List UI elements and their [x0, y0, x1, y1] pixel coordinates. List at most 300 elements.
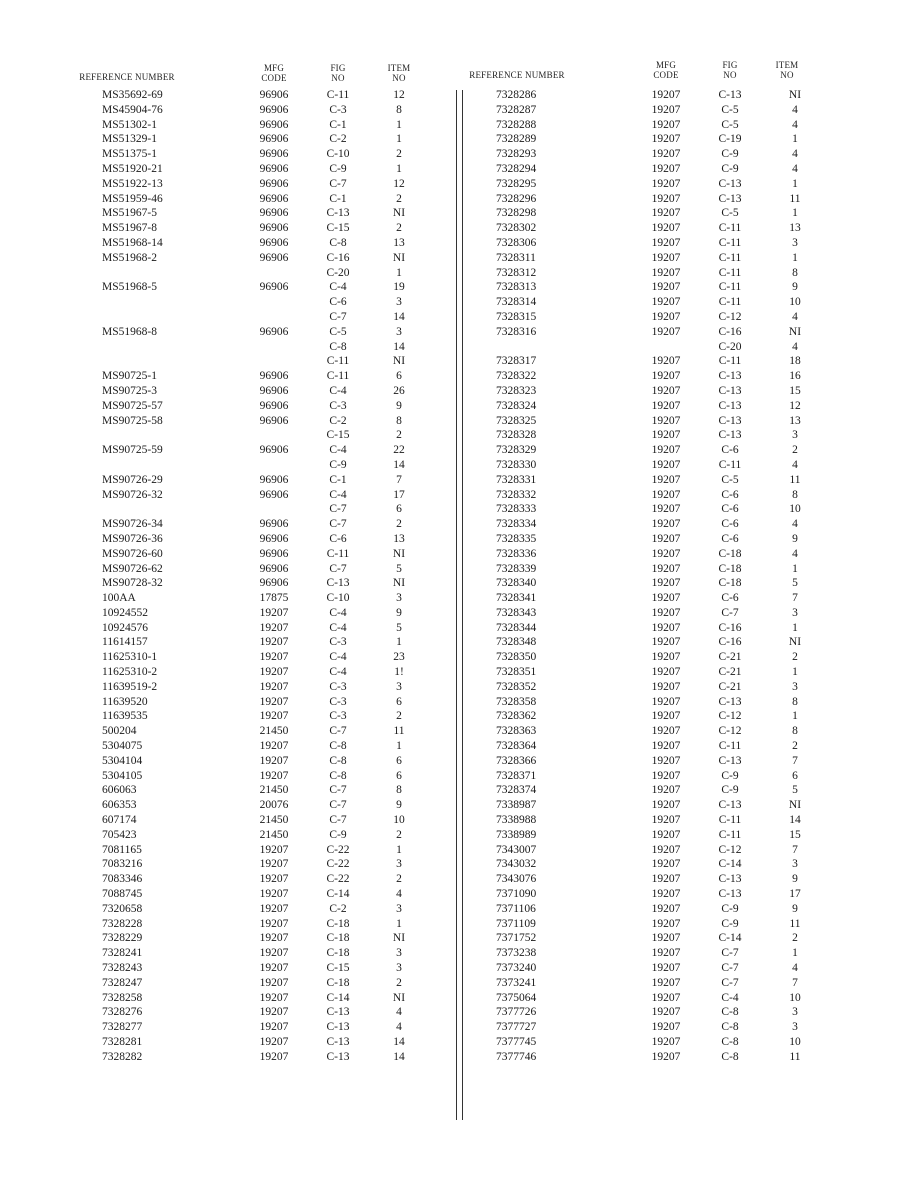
mfg-code: 19207 [259, 636, 289, 649]
item-no: 8 [792, 695, 798, 708]
fig-no: C-16 [718, 636, 742, 649]
item-no: 5 [396, 621, 402, 634]
reference-number: 7328330 [496, 458, 537, 471]
mfg-code: 19207 [259, 651, 289, 664]
item-no: 14 [393, 1036, 405, 1048]
mfg-code: 96906 [259, 133, 289, 146]
item-no: 14 [393, 458, 405, 471]
item-no: 26 [393, 384, 405, 397]
fig-no: C-11 [718, 251, 742, 264]
mfg-code: 96906 [259, 399, 289, 412]
mfg-code: 19207 [651, 695, 681, 708]
mfg-code: 19207 [651, 814, 681, 827]
fig-no: C-13 [718, 754, 742, 767]
fig-no: C-8 [721, 1021, 739, 1034]
table-row [460, 798, 920, 813]
fig-no: C-11 [718, 828, 742, 841]
mfg-code: 96906 [259, 118, 289, 131]
table-row [460, 399, 920, 414]
table-row [460, 354, 920, 369]
table-row [0, 828, 460, 843]
reference-number: 7328335 [496, 532, 537, 545]
item-no: 4 [792, 148, 798, 161]
table-row [0, 754, 460, 769]
item-no: 10 [789, 991, 801, 1004]
fig-no: C-19 [718, 133, 742, 146]
mfg-code: 19207 [259, 888, 289, 901]
fig-no: C-7 [721, 962, 739, 975]
reference-number: 7328358 [496, 695, 537, 708]
item-no: 4 [792, 962, 798, 975]
reference-number: 7338988 [496, 814, 537, 827]
fig-no: C-14 [718, 932, 742, 945]
table-row [0, 961, 460, 976]
reference-number: MS51920-21 [102, 162, 163, 175]
reference-number: MS45904-76 [102, 103, 163, 116]
right-header-mfg: MFG CODE [653, 60, 679, 80]
table-row [460, 132, 920, 147]
reference-number: 7083346 [102, 873, 143, 886]
reference-number: 5304105 [102, 769, 143, 782]
reference-number: 606353 [102, 799, 137, 812]
table-row [460, 192, 920, 207]
mfg-code: 19207 [259, 769, 289, 782]
item-no: 9 [792, 873, 798, 886]
mfg-code: 19207 [651, 547, 681, 560]
mfg-code: 19207 [651, 310, 681, 323]
table-row [0, 547, 460, 562]
item-no: 1 [792, 133, 798, 146]
reference-number: 7328286 [496, 89, 537, 101]
reference-number: 7328323 [496, 384, 537, 397]
item-no: 1 [396, 740, 402, 753]
item-no: 14 [789, 814, 801, 827]
fig-no: C-11 [718, 296, 742, 309]
item-no: NI [788, 799, 802, 812]
item-no: 6 [792, 769, 798, 782]
reference-number: 10924576 [102, 621, 148, 634]
mfg-code: 19207 [259, 754, 289, 767]
mfg-code: 19207 [651, 976, 681, 989]
table-row [0, 798, 460, 813]
fig-no: C-13 [718, 177, 742, 190]
fig-no: C-7 [329, 518, 347, 531]
fig-no: C-8 [329, 754, 347, 767]
table-row [460, 591, 920, 606]
fig-no: C-20 [718, 340, 742, 353]
table-row [460, 917, 920, 932]
reference-number: 7328332 [496, 488, 537, 501]
fig-no: C-15 [326, 222, 350, 235]
table-row [0, 236, 460, 251]
reference-number: 7371106 [496, 902, 536, 915]
item-no: 1 [396, 118, 402, 131]
table-row [460, 325, 920, 340]
mfg-code: 20076 [259, 799, 289, 812]
item-no: 7 [396, 473, 402, 486]
item-no: 4 [396, 1006, 402, 1019]
table-row [460, 369, 920, 384]
item-no: 10 [789, 503, 801, 516]
item-no: 7 [792, 592, 798, 605]
fig-no: C-4 [329, 281, 347, 294]
mfg-code: 21450 [259, 784, 289, 797]
reference-number: 7338989 [496, 828, 537, 841]
mfg-code: 19207 [651, 488, 681, 501]
table-row [0, 502, 460, 517]
reference-number: MS51959-46 [102, 192, 163, 205]
table-row [460, 857, 920, 872]
table-row [460, 206, 920, 221]
fig-no: C-16 [718, 621, 742, 634]
mfg-code: 96906 [259, 384, 289, 397]
table-row [460, 606, 920, 621]
mfg-code: 19207 [259, 917, 289, 930]
item-no: 14 [393, 340, 405, 353]
item-no: 15 [789, 828, 801, 841]
table-row [0, 132, 460, 147]
fig-no: C-8 [329, 769, 347, 782]
fig-no: C-21 [718, 666, 742, 679]
item-no: 5 [792, 577, 798, 590]
item-no: 13 [789, 414, 801, 427]
reference-number: 11639535 [102, 710, 148, 723]
fig-no: C-1 [329, 192, 347, 205]
reference-number: 7328341 [496, 592, 537, 605]
reference-number: MS90725-3 [102, 384, 157, 397]
mfg-code: 19207 [259, 932, 289, 945]
item-no: 3 [792, 429, 798, 442]
fig-no: C-3 [329, 399, 347, 412]
reference-number: 11625310-1 [102, 651, 158, 664]
mfg-code: 19207 [651, 666, 681, 679]
fig-no: C-15 [326, 962, 350, 975]
item-no: 2 [396, 976, 402, 989]
fig-no: C-18 [326, 932, 350, 945]
item-no: 2 [792, 651, 798, 664]
reference-number: 607174 [102, 814, 137, 827]
table-row [0, 1005, 460, 1020]
mfg-code: 19207 [259, 962, 289, 975]
item-no: 6 [396, 503, 402, 516]
fig-no: C-9 [329, 828, 347, 841]
mfg-code: 19207 [259, 843, 289, 856]
reference-number: 7328336 [496, 547, 537, 560]
fig-no: C-6 [721, 488, 739, 501]
table-row [460, 946, 920, 961]
table-row [460, 650, 920, 665]
mfg-code: 19207 [259, 666, 289, 679]
left-header-fig: FIG NO [330, 63, 346, 83]
table-row [460, 103, 920, 118]
item-no: 4 [792, 547, 798, 560]
table-row [460, 488, 920, 503]
fig-no: C-5 [721, 103, 739, 116]
item-no: 9 [396, 799, 402, 812]
reference-number: 7328325 [496, 414, 537, 427]
item-no: 1 [792, 710, 798, 723]
item-no: NI [788, 325, 802, 338]
fig-no: C-9 [329, 458, 347, 471]
reference-number: 7328293 [496, 148, 537, 161]
mfg-code: 96906 [259, 281, 289, 294]
fig-no: C-4 [329, 384, 347, 397]
mfg-code: 19207 [651, 843, 681, 856]
table-row [460, 887, 920, 902]
reference-number: 7328350 [496, 651, 537, 664]
item-no: 8 [396, 103, 402, 116]
right-header-ref: REFERENCE NUMBER [469, 70, 565, 80]
table-row [0, 103, 460, 118]
mfg-code: 19207 [651, 429, 681, 442]
mfg-code: 19207 [651, 458, 681, 471]
mfg-code: 96906 [259, 370, 289, 383]
table-row [460, 665, 920, 680]
mfg-code: 19207 [651, 192, 681, 205]
fig-no: C-13 [718, 888, 742, 901]
table-row [0, 635, 460, 650]
item-no: 4 [792, 162, 798, 175]
mfg-code: 21450 [259, 725, 289, 738]
fig-no: C-1 [329, 473, 347, 486]
item-no: 4 [792, 118, 798, 131]
table-row [460, 473, 920, 488]
mfg-code: 96906 [259, 207, 289, 220]
table-row [0, 443, 460, 458]
item-no: 15 [789, 384, 801, 397]
table-row [0, 621, 460, 636]
table-row [460, 635, 920, 650]
fig-no: C-16 [326, 251, 350, 264]
item-no: 14 [393, 1050, 405, 1063]
mfg-code: 96906 [259, 325, 289, 338]
item-no: 23 [393, 651, 405, 664]
mfg-code: 19207 [651, 947, 681, 960]
table-row [460, 902, 920, 917]
reference-number: 5304075 [102, 740, 143, 753]
mfg-code: 19207 [651, 1050, 681, 1063]
fig-no: C-7 [329, 799, 347, 812]
fig-no: C-4 [329, 444, 347, 457]
table-row [0, 576, 460, 591]
fig-no: C-11 [326, 355, 350, 368]
fig-no: C-6 [329, 296, 347, 309]
mfg-code: 19207 [651, 133, 681, 146]
fig-no: C-13 [718, 695, 742, 708]
mfg-code: 19207 [651, 962, 681, 975]
item-no: 2 [792, 932, 798, 945]
reference-number: 7328229 [102, 932, 143, 945]
fig-no: C-11 [718, 222, 742, 235]
mfg-code: 19207 [651, 621, 681, 634]
mfg-code: 19207 [651, 636, 681, 649]
fig-no: C-6 [721, 532, 739, 545]
item-no: 4 [396, 888, 402, 901]
reference-number: MS90726-29 [102, 473, 163, 486]
mfg-code: 19207 [651, 680, 681, 693]
item-no: 6 [396, 769, 402, 782]
item-no: 3 [792, 236, 798, 249]
fig-no: C-7 [329, 177, 347, 190]
mfg-code: 96906 [259, 562, 289, 575]
reference-number: MS51968-2 [102, 251, 157, 264]
mfg-code: 96906 [259, 518, 289, 531]
mfg-code: 19207 [259, 710, 289, 723]
fig-no: C-9 [329, 162, 347, 175]
fig-no: C-8 [721, 1036, 739, 1048]
mfg-code: 19207 [259, 621, 289, 634]
reference-number: MS51375-1 [102, 148, 157, 161]
item-no: 12 [789, 399, 801, 412]
reference-number: MS51968-14 [102, 236, 163, 249]
item-no: 3 [396, 962, 402, 975]
table-row [460, 783, 920, 798]
fig-no: C-5 [329, 325, 347, 338]
reference-number: 7373241 [496, 976, 537, 989]
mfg-code: 19207 [651, 1006, 681, 1019]
mfg-code: 19207 [259, 873, 289, 886]
reference-number: 7373240 [496, 962, 537, 975]
fig-no: C-12 [718, 310, 742, 323]
reference-number: MS51302-1 [102, 118, 157, 131]
reference-number: MS90726-62 [102, 562, 163, 575]
item-no: 17 [789, 888, 801, 901]
table-row [0, 872, 460, 887]
mfg-code: 19207 [259, 1021, 289, 1034]
fig-no: C-7 [329, 310, 347, 323]
table-row [0, 739, 460, 754]
table-row [0, 221, 460, 236]
table-row [460, 414, 920, 429]
fig-no: C-11 [718, 236, 742, 249]
reference-number: 7328340 [496, 577, 537, 590]
fig-no: C-13 [326, 1050, 350, 1063]
fig-no: C-22 [326, 858, 350, 871]
fig-no: C-4 [721, 991, 739, 1004]
fig-no: C-3 [329, 103, 347, 116]
item-no: 13 [789, 222, 801, 235]
fig-no: C-7 [329, 784, 347, 797]
table-row [0, 295, 460, 310]
mfg-code: 17875 [259, 592, 289, 605]
table-row [460, 562, 920, 577]
reference-number: 7328329 [496, 444, 537, 457]
reference-number: 7328339 [496, 562, 537, 575]
item-no: 17 [393, 488, 405, 501]
reference-number: MS90728-32 [102, 577, 163, 590]
reference-number: 7328314 [496, 296, 537, 309]
table-row [0, 88, 460, 103]
mfg-code: 19207 [259, 740, 289, 753]
mfg-code: 19207 [651, 251, 681, 264]
table-row [0, 147, 460, 162]
item-no: 4 [792, 518, 798, 531]
item-no: 3 [396, 296, 402, 309]
fig-no: C-8 [329, 236, 347, 249]
fig-no: C-18 [326, 917, 350, 930]
table-row [0, 887, 460, 902]
table-row [460, 709, 920, 724]
mfg-code: 96906 [259, 148, 289, 161]
reference-number: 7377746 [496, 1050, 537, 1063]
fig-no: C-9 [721, 917, 739, 930]
fig-no: C-13 [718, 192, 742, 205]
item-no: 3 [396, 947, 402, 960]
item-no: 1 [792, 251, 798, 264]
table-row [0, 488, 460, 503]
reference-number: 11639520 [102, 695, 148, 708]
item-no: 4 [792, 340, 798, 353]
table-row [460, 976, 920, 991]
reference-number: 7338987 [496, 799, 537, 812]
reference-number: MS51967-8 [102, 222, 157, 235]
item-no: 3 [396, 858, 402, 871]
table-row [460, 1050, 920, 1065]
item-no: 3 [396, 325, 402, 338]
item-no: 2 [396, 222, 402, 235]
item-no: 1 [792, 947, 798, 960]
reference-number: 7328334 [496, 518, 537, 531]
reference-number: MS90726-60 [102, 547, 163, 560]
table-row [0, 280, 460, 295]
mfg-code: 19207 [651, 103, 681, 116]
reference-number: 7328243 [102, 962, 143, 975]
table-row [0, 902, 460, 917]
mfg-code: 19207 [651, 162, 681, 175]
table-row [0, 606, 460, 621]
reference-number: 7328371 [496, 769, 537, 782]
table-row [0, 192, 460, 207]
fig-no: C-11 [326, 370, 350, 383]
table-row [0, 473, 460, 488]
item-no: 1 [792, 666, 798, 679]
fig-no: C-13 [718, 414, 742, 427]
item-no: 3 [396, 592, 402, 605]
left-header-ref: REFERENCE NUMBER [79, 72, 175, 82]
reference-number: 7088745 [102, 888, 143, 901]
fig-no: C-6 [721, 592, 739, 605]
mfg-code: 96906 [259, 162, 289, 175]
reference-number: 7328276 [102, 1006, 143, 1019]
item-no: 1 [792, 207, 798, 220]
fig-no: C-13 [326, 1036, 350, 1048]
mfg-code: 19207 [651, 562, 681, 575]
mfg-code: 19207 [651, 370, 681, 383]
mfg-code: 19207 [651, 296, 681, 309]
reference-number: 7328306 [496, 236, 537, 249]
reference-number: 11625310-2 [102, 666, 158, 679]
table-row [460, 280, 920, 295]
table-row [460, 162, 920, 177]
mfg-code: 96906 [259, 577, 289, 590]
item-no: 11 [789, 473, 801, 486]
fig-no: C-7 [329, 503, 347, 516]
mfg-code: 96906 [259, 532, 289, 545]
table-row [0, 917, 460, 932]
mfg-code: 19207 [651, 828, 681, 841]
fig-no: C-13 [326, 207, 350, 220]
fig-no: C-9 [721, 162, 739, 175]
table-row [0, 857, 460, 872]
mfg-code: 19207 [651, 444, 681, 457]
mfg-code: 19207 [651, 384, 681, 397]
mfg-code: 96906 [259, 177, 289, 190]
reference-number: MS51329-1 [102, 133, 157, 146]
mfg-code: 19207 [651, 281, 681, 294]
mfg-code: 19207 [651, 917, 681, 930]
reference-number: 7328351 [496, 666, 537, 679]
mfg-code: 19207 [651, 888, 681, 901]
